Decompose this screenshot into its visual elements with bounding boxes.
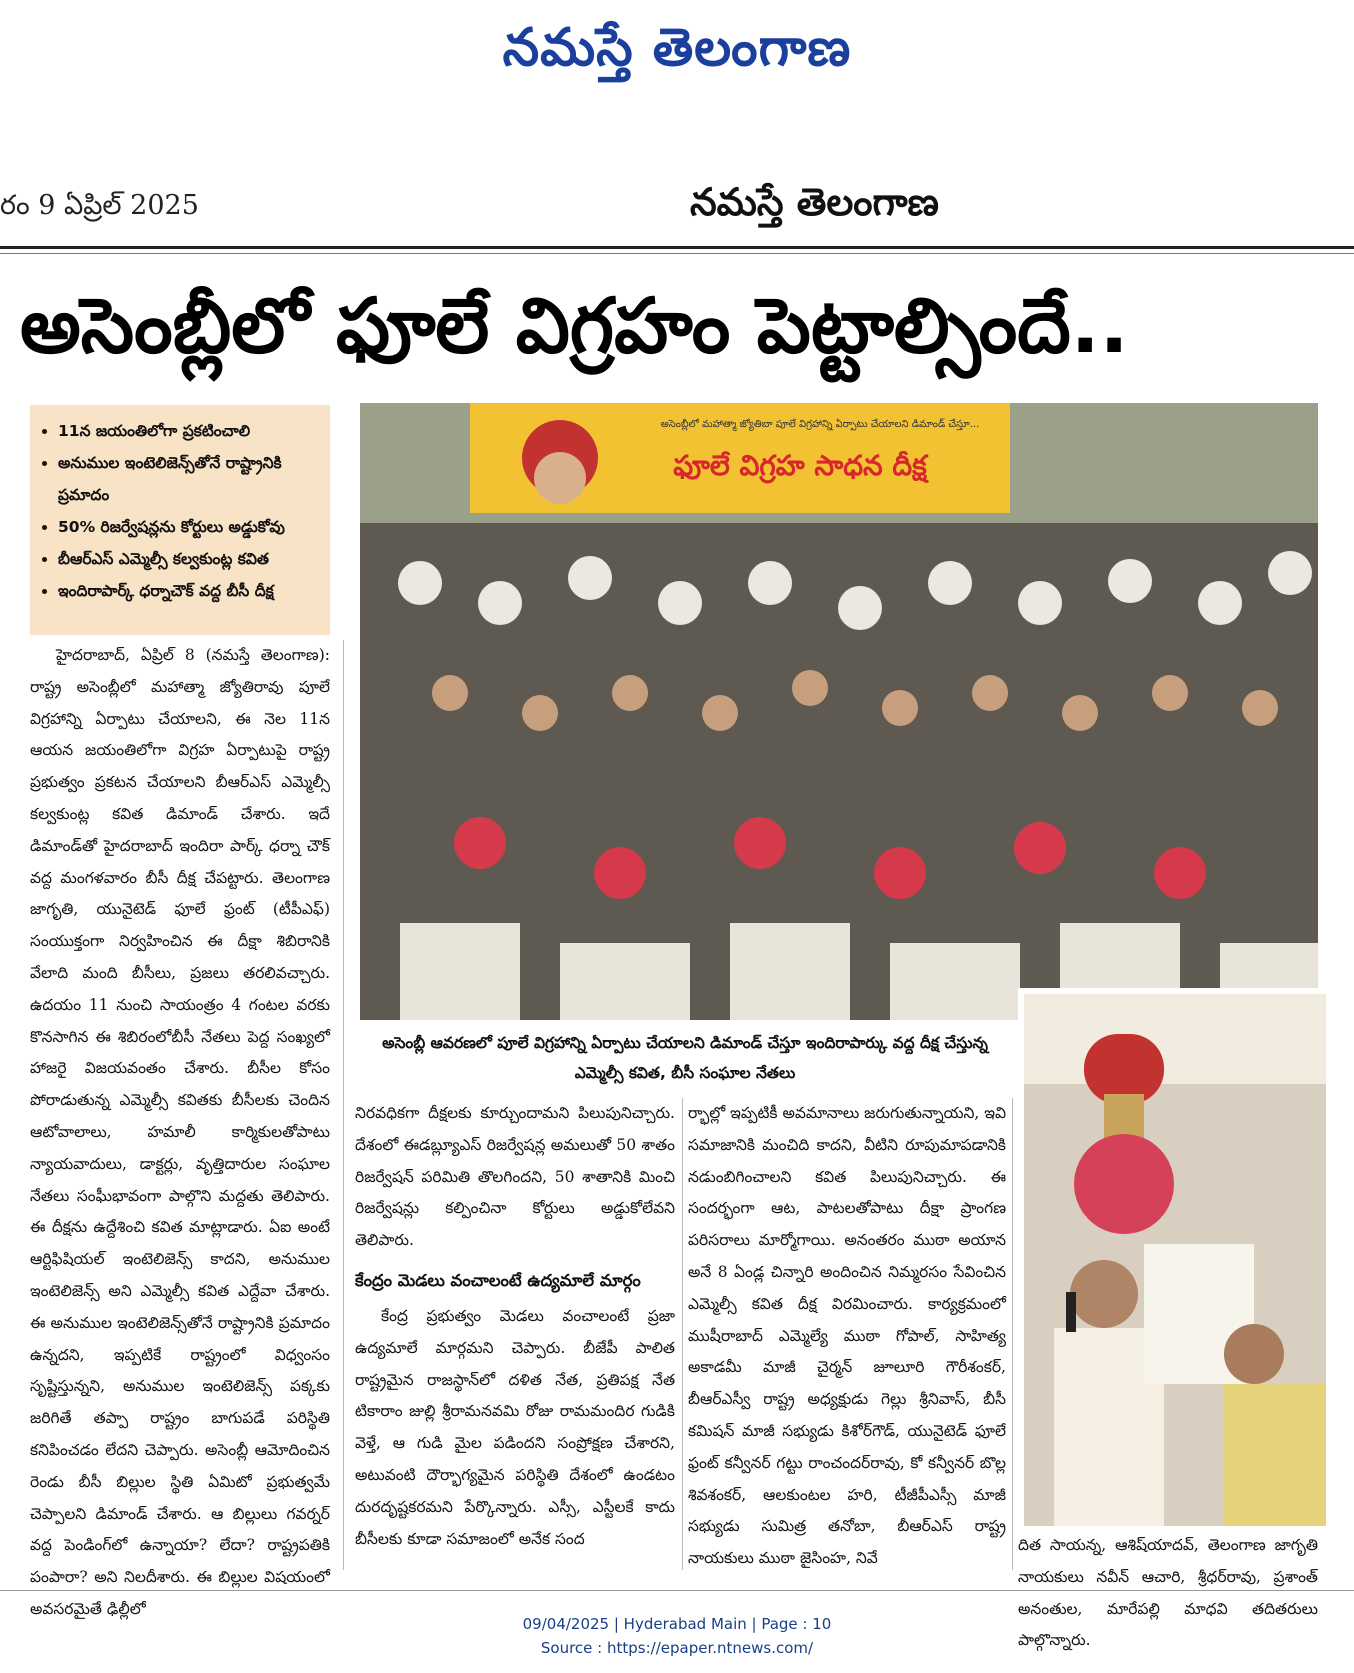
highlight-item: • ఇందిరాపార్క్ ధర్నాచౌక్ వద్ద బీసీ దీక్ష [58,575,322,607]
kavitha-photo [1024,994,1326,1526]
speaker-face [1070,1260,1138,1328]
article-headline: అసెంబ్లీలో ఫూలే విగ్రహం పెట్టాల్సిందే.. [20,281,1129,370]
article-subhead: కేంద్రం మెడలు వంచాలంటే ఉద్యమాలే మార్గం [355,1270,641,1290]
protest-photo [360,403,1318,1020]
footer-rule [0,1590,1354,1591]
column-rule [1012,1098,1013,1570]
garland [1074,1134,1174,1234]
main-photo [360,403,1318,1020]
header-rule [0,246,1354,249]
banner-title: ఫూలే విగ్రహ సాధన దీక్ష [673,449,927,482]
article-body-text: కేంద్ర ప్రభుత్వం మెడలు వంచాలంటే ప్రజా ఉద్యమాలే మార్గమని చెప్పారు. బీజేపీ పాలిత రాష్ట్రమైన రాజస్థాన్‌లో దళిత నేత, ప్రతిపక్ష నేత టికారాం జుల్లి శ్రీరామనవమి రోజు రామమందిర గుడికి వెళ్తే, ఆ గుడి మైల పడిందని సంప్రోక్షణ చేశారని, అటువంటి దౌర్భాగ్యమైన పరిస్థితి దేశంలో ఉండటం దురదృష్టకరమని పేర్కొన్నారు. ఎస్సీ, ఎస్టీలకే కాదు బీసీలకు కూడా సమాజంలో అనేక సంద [355,1306,675,1548]
photo-caption: అసెంబ్లీ ఆవరణలో పూలే విగ్రహాన్ని ఏర్పాటు చేయాలని డిమాండ్ చేస్తూ ఇందిరాపార్కు వద్ద దీక్ష చేస్తున్న ఎమ్మెల్సీ కవిత, బీసీ సంఘాల నేతలు [382,1034,988,1082]
phule-bust-turban [1084,1034,1164,1104]
highlights-box [30,405,330,635]
highlight-item: • బీఆర్ఎస్ ఎమ్మెల్సీ కల్వకుంట్ల కవిత [58,543,322,575]
column-rule [682,1098,683,1570]
banner-subtext: అసెంబ్లీలో మహాత్మా జ్యోతిబా పూలే విగ్రహాన్ని ఏర్పాటు చేయాలని డిమాండ్ చేస్తూ... [660,419,980,430]
highlight-item: • 50% రిజర్వేషన్లను కోర్టులు అడ్డుకోవు [58,511,322,543]
article-column-2 [355,1098,675,1555]
highlights-list [38,415,322,607]
microphone-icon [1066,1292,1076,1332]
highlight-item: • 11న జయంతిలోగా ప్రకటించాలి [58,415,322,447]
page-footer [0,1612,1354,1660]
article-body-text: నిరవధికగా దీక్షలకు కూర్చుందామని పిలుపునిచ్చారు. దేశంలో ఈడబ్ల్యూఎస్ రిజర్వేషన్ల అమలుతో 50 శాతం రిజర్వేషన్ పరిమితి తొలగిందని, 50 శాతానికి మించి రిజర్వేషన్లు కల్పించినా కోర్టులు అడ్డుకోలేవని తెలిపారు. [355,1104,675,1250]
footer-source-link[interactable]: Source : https://epaper.ntnews.com/ [540,1639,814,1657]
article-body-text: హైదరాబాద్, ఏప్రిల్ 8 (నమస్తే తెలంగాణ): రాష్ట్ర అసెంబ్లీలో మహాత్మా జ్యోతిరావు పూలే విగ్రహాన్ని ఏర్పాటు చేయాలని, ఈ నెల 11న ఆయన జయంతిలోగా విగ్రహ ఏర్పాటుపై రాష్ట్ర ప్రభుత్వం ప్రకటన చేయాలని బీఆర్ఎస్ ఎమ్మెల్సీ కల్వకుంట్ల కవిత డిమాండ్ చేశారు. ఇదే డిమాండ్‌తో హైదరాబాద్ ఇందిరా పార్క్ ధర్నా చౌక్ వద్ద మంగళవారం బీసీ దీక్ష చేపట్టారు. తెలంగాణ జాగృతి, యునైటెడ్ ఫూలే ఫ్రంట్ (టీపీఎఫ్) సంయుక్తంగా నిర్వహించిన ఈ దీక్షా శిబిరానికి వేలాది మంది బీసీలు, ప్రజలు తరలివచ్చారు. ఉదయం 11 నుంచి సాయంత్రం 4 గంటల వరకు కొనసాగిన ఈ శిబిరంలోబీసీ నేతలు పెద్ద సంఖ్యలో హాజరై విజయవంతం చేశారు. బీసీల కోసం పోరాడుతున్న ఎమ్మెల్సీ కవితకు బీసీలకు చెందిన ఆటోవాలాలు, హమాలీ కార్మికులతోపాటు న్యాయవాదులు, డాక్టర్లు, వృత్తిదారుల సంఘాల నేతలు సంఘీభావంగా పాల్గొని మద్దతు తెలిపారు. ఈ దీక్షను ఉద్దేశించి కవిత మాట్లాడారు. ఏఐ అంటే ఆర్టిఫిషియల్ ఇంటెలిజెన్స్ కాదని, అనుముల ఇంటెలిజెన్స్ అని ఎమ్మెల్సీ కవిత ఎద్దేవా చేశారు. ఈ అనుముల ఇంటెలిజెన్స్‌తోనే రాష్ట్రానికి ప్రమాదం ఉన్నదని, ఇప్పటికే రాష్ట్రంలో విధ్వంసం సృష్టిస్తున్నని, అనుముల ఇంటెలిజెన్స్ పక్కకు జరిగితే తప్పా రాష్ట్రం బాగుపడే పరిస్థితి కనిపించడం లేదని చెప్పారు. అసెంబ్లీ ఆమోదించిన రెండు బీసీ బిల్లుల స్థితి ఏమిటో ప్రభుత్వమే చెప్పాలని డిమాండ్ చేశారు. ఆ బిల్లులు గవర్నర్ వద్ద పెండింగ్‌లో ఉన్నాయా? లేదా? రాష్ట్రపతికి పంపారా? అని నిలదీశారు. ఈ బిల్లుల విషయంలో అవసరమైతే ఢిల్లీలో [30,646,330,1618]
article-body-text: దిత సాయన్న, ఆశిష్‌యాదవ్, తెలంగాణ జాగృతి నాయకులు నవీన్ ఆచారి, శ్రీధర్‌రావు, ప్రశాంత్ అనంతుల, మారేపల్లి మాధవి తదితరులు పాల్గొన్నారు. [1018,1536,1318,1650]
column-rule [343,640,344,1570]
inset-photo [1018,988,1326,1526]
masthead-logo: నమస్తే తెలంగాణ [502,18,852,78]
article-column-3 [688,1098,1006,1575]
paper-name: నమస్తే తెలంగాణ [690,180,939,224]
article-column-1 [30,640,330,1626]
dateline: రం 9 ఏప్రిల్ 2025 [0,190,199,221]
header-rule-thin [0,253,1354,254]
highlight-item: • అనుముల ఇంటెలిజెన్స్‌తోనే రాష్ట్రానికి ప్రమాదం [58,447,322,511]
article-body-text: ర్భాల్లో ఇప్పటికీ అవమానాలు జరుగుతున్నాయని, ఇవి సమాజానికి మంచిది కాదని, వీటిని రూపుమాపడానికి నడుంబిగించాలని కవిత పిలుపునిచ్చారు. ఈ సందర్భంగా ఆట, పాటలతోపాటు దీక్షా ప్రాంగణ పరిసరాలు మార్మోగాయి. అనంతరం ముఠా అయాన అనే 8 ఏండ్ల చిన్నారి అందించిన నిమ్మరసం సేవించిన ఎమ్మెల్సీ కవిత దీక్ష విరమించారు. కార్యక్రమంలో ముషీరాబాద్ ఎమ్మెల్యే ముఠా గోపాల్, సాహిత్య అకాడమీ మాజీ చైర్మన్ జూలూరి గౌరీశంకర్, బీఆర్ఎస్వీ రాష్ట్ర అధ్యక్షుడు గెల్లు శ్రీనివాస్, బీసీ కమిషన్ మాజీ సభ్యుడు కిశోర్‌గౌడ్, యునైటెడ్ ఫూలే ఫ్రంట్ కన్వీనర్ గట్టు రాంచందర్‌రావు, కో కన్వీనర్ బొల్ల శివశంకర్, ఆలకుంటల హరి, టీజీపీఎస్సీ మాజీ సభ్యుడు సుమిత్ర తనోబా, బీఆర్ఎస్ రాష్ట్ర నాయకులు ముఠా జైసింహ, నివే [688,1104,1006,1568]
footer-edition: 09/04/2025 | Hyderabad Main | Page : 10 [522,1615,832,1633]
